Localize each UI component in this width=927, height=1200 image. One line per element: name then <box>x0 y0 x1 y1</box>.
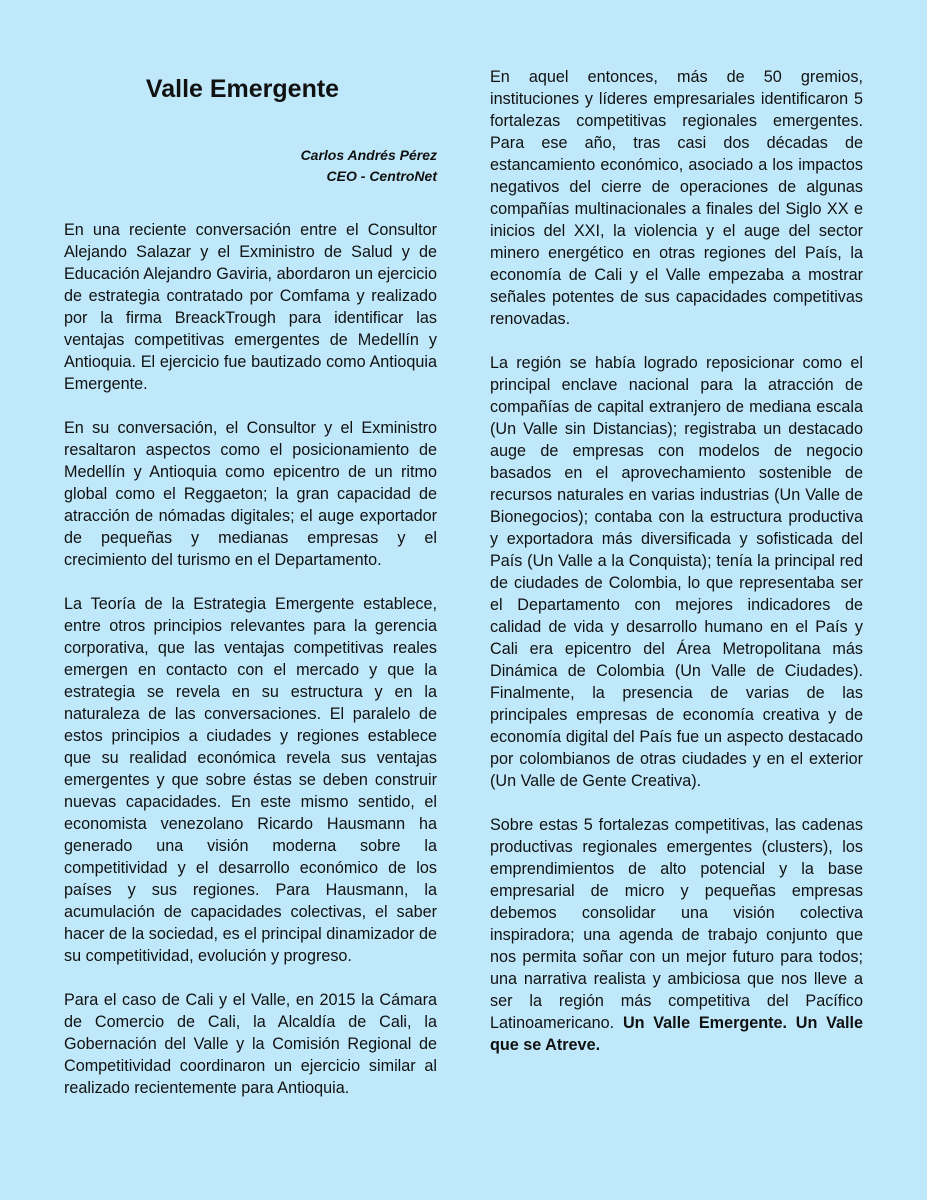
paragraph: Para el caso de Cali y el Valle, en 2015 la Cámara de Comercio de Cali, la Alcaldía de Cali, la Gobernación del Valle y la Comisión Regional de Competitividad coordinaron un ejercicio similar al realizado recientemente para Antioquia. <box>64 991 437 1097</box>
spacer <box>64 187 437 219</box>
paragraph: La región se había logrado reposicionar como el principal enclave nacional para la atracción de compañías de capital extranjero de mediana escala (Un Valle sin Distancias); registraba un destacado auge de empresas con modelos de negocio basados en el aprovechamiento sostenible de recursos naturales en varias industrias (Un Valle de Bionegocios); contaba con la estructura productiva y exportadora más diversificada y sofisticada del País (Un Valle a la Conquista); tenía la principal red de ciudades de Colombia, lo que representaba ser el Departamento con mejores indicadores de calidad de vida y desarrollo humano en el País y Cali era epicentro del Área Metropolitana más Dinámica de Colombia (Un Valle de Ciudades). Finalmente, la presencia de varias de las principales empresas de economía creativa y de economía digital del País fue un aspecto destacado por colombianos de otras ciudades y en el exterior (Un Valle de Gente Creativa). <box>490 354 863 790</box>
closing-slogan: Un Valle Emergente. Un Valle que se Atreve. <box>490 1014 864 1054</box>
paragraph: En aquel entonces, más de 50 gremios, instituciones y líderes empresariales identificaron 5 fortalezas competitivas regionales emergentes. Para ese año, tras casi dos décadas de estancamiento económico, asociado a los impactos negativos del cierre de operaciones de algunas compañías multinacionales a finales del Siglo XX e inicios del XXI, la violencia y el auge del sector minero energético en otras regiones del País, la economía de Cali y el Valle empezaba a mostrar señales potentes de sus capacidades competitivas renovadas. <box>490 68 863 328</box>
article-title: Valle Emergente <box>145 75 340 103</box>
byline <box>64 145 437 187</box>
closing-text: Sobre estas 5 fortalezas competitivas, las cadenas productivas regionales emergentes (clusters), los emprendimientos de alto potencial y la base empresarial de micro y pequeñas empresas debemos consolidar una visión colectiva inspiradora; una agenda de trabajo conjunto que nos permita soñar con un mejor futuro para todos; una narrativa realista y ambiciosa que nos lleve a ser la región más competitiva del Pacífico Latinoamericano. <box>490 816 863 1032</box>
closing-paragraph <box>490 814 863 1056</box>
paragraph: En su conversación, el Consultor y el Exministro resaltaron aspectos como el posicionamiento de Medellín y Antioquia como epicentro de un ritmo global como el Reggaeton; la gran capacidad de atracción de nómadas digitales; el auge exportador de pequeñas y medianas empresas y el crecimiento del turismo en el Departamento. <box>64 419 437 569</box>
author-name: Carlos Andrés Pérez <box>300 147 437 163</box>
paragraph: La Teoría de la Estrategia Emergente establece, entre otros principios relevantes para la gerencia corporativa, que las ventajas competitivas reales emergen en contacto con el mercado y que la estrategia se revela en su estructura y en la naturaleza de las conversaciones. El paralelo de estos principios a ciudades y regiones establece que su realidad económica revela sus ventajas emergentes y que sobre éstas se deben construir nuevas capacidades. En este mismo sentido, el economista venezolano Ricardo Hausmann ha generado una visión moderna sobre la competitividad y el desarrollo económico de los países y sus regiones. Para Hausmann, la acumulación de capacidades colectivas, el saber hacer de la sociedad, es el principal dinamizador de su competitividad, evolución y progreso. <box>64 595 437 965</box>
paragraph: En una reciente conversación entre el Consultor Alejando Salazar y el Exministro de Salud y de Educación Alejandro Gaviria, abordaron un ejercicio de estrategia contratado por Comfama y realizado por la firma BreackTrough para identificar las ventajas competitivas emergentes de Medellín y Antioquia. El ejercicio fue bautizado como Antioquia Emergente. <box>64 221 437 393</box>
right-column <box>490 66 863 1078</box>
left-column <box>64 66 437 1121</box>
author-role: CEO - CentroNet <box>326 168 437 184</box>
